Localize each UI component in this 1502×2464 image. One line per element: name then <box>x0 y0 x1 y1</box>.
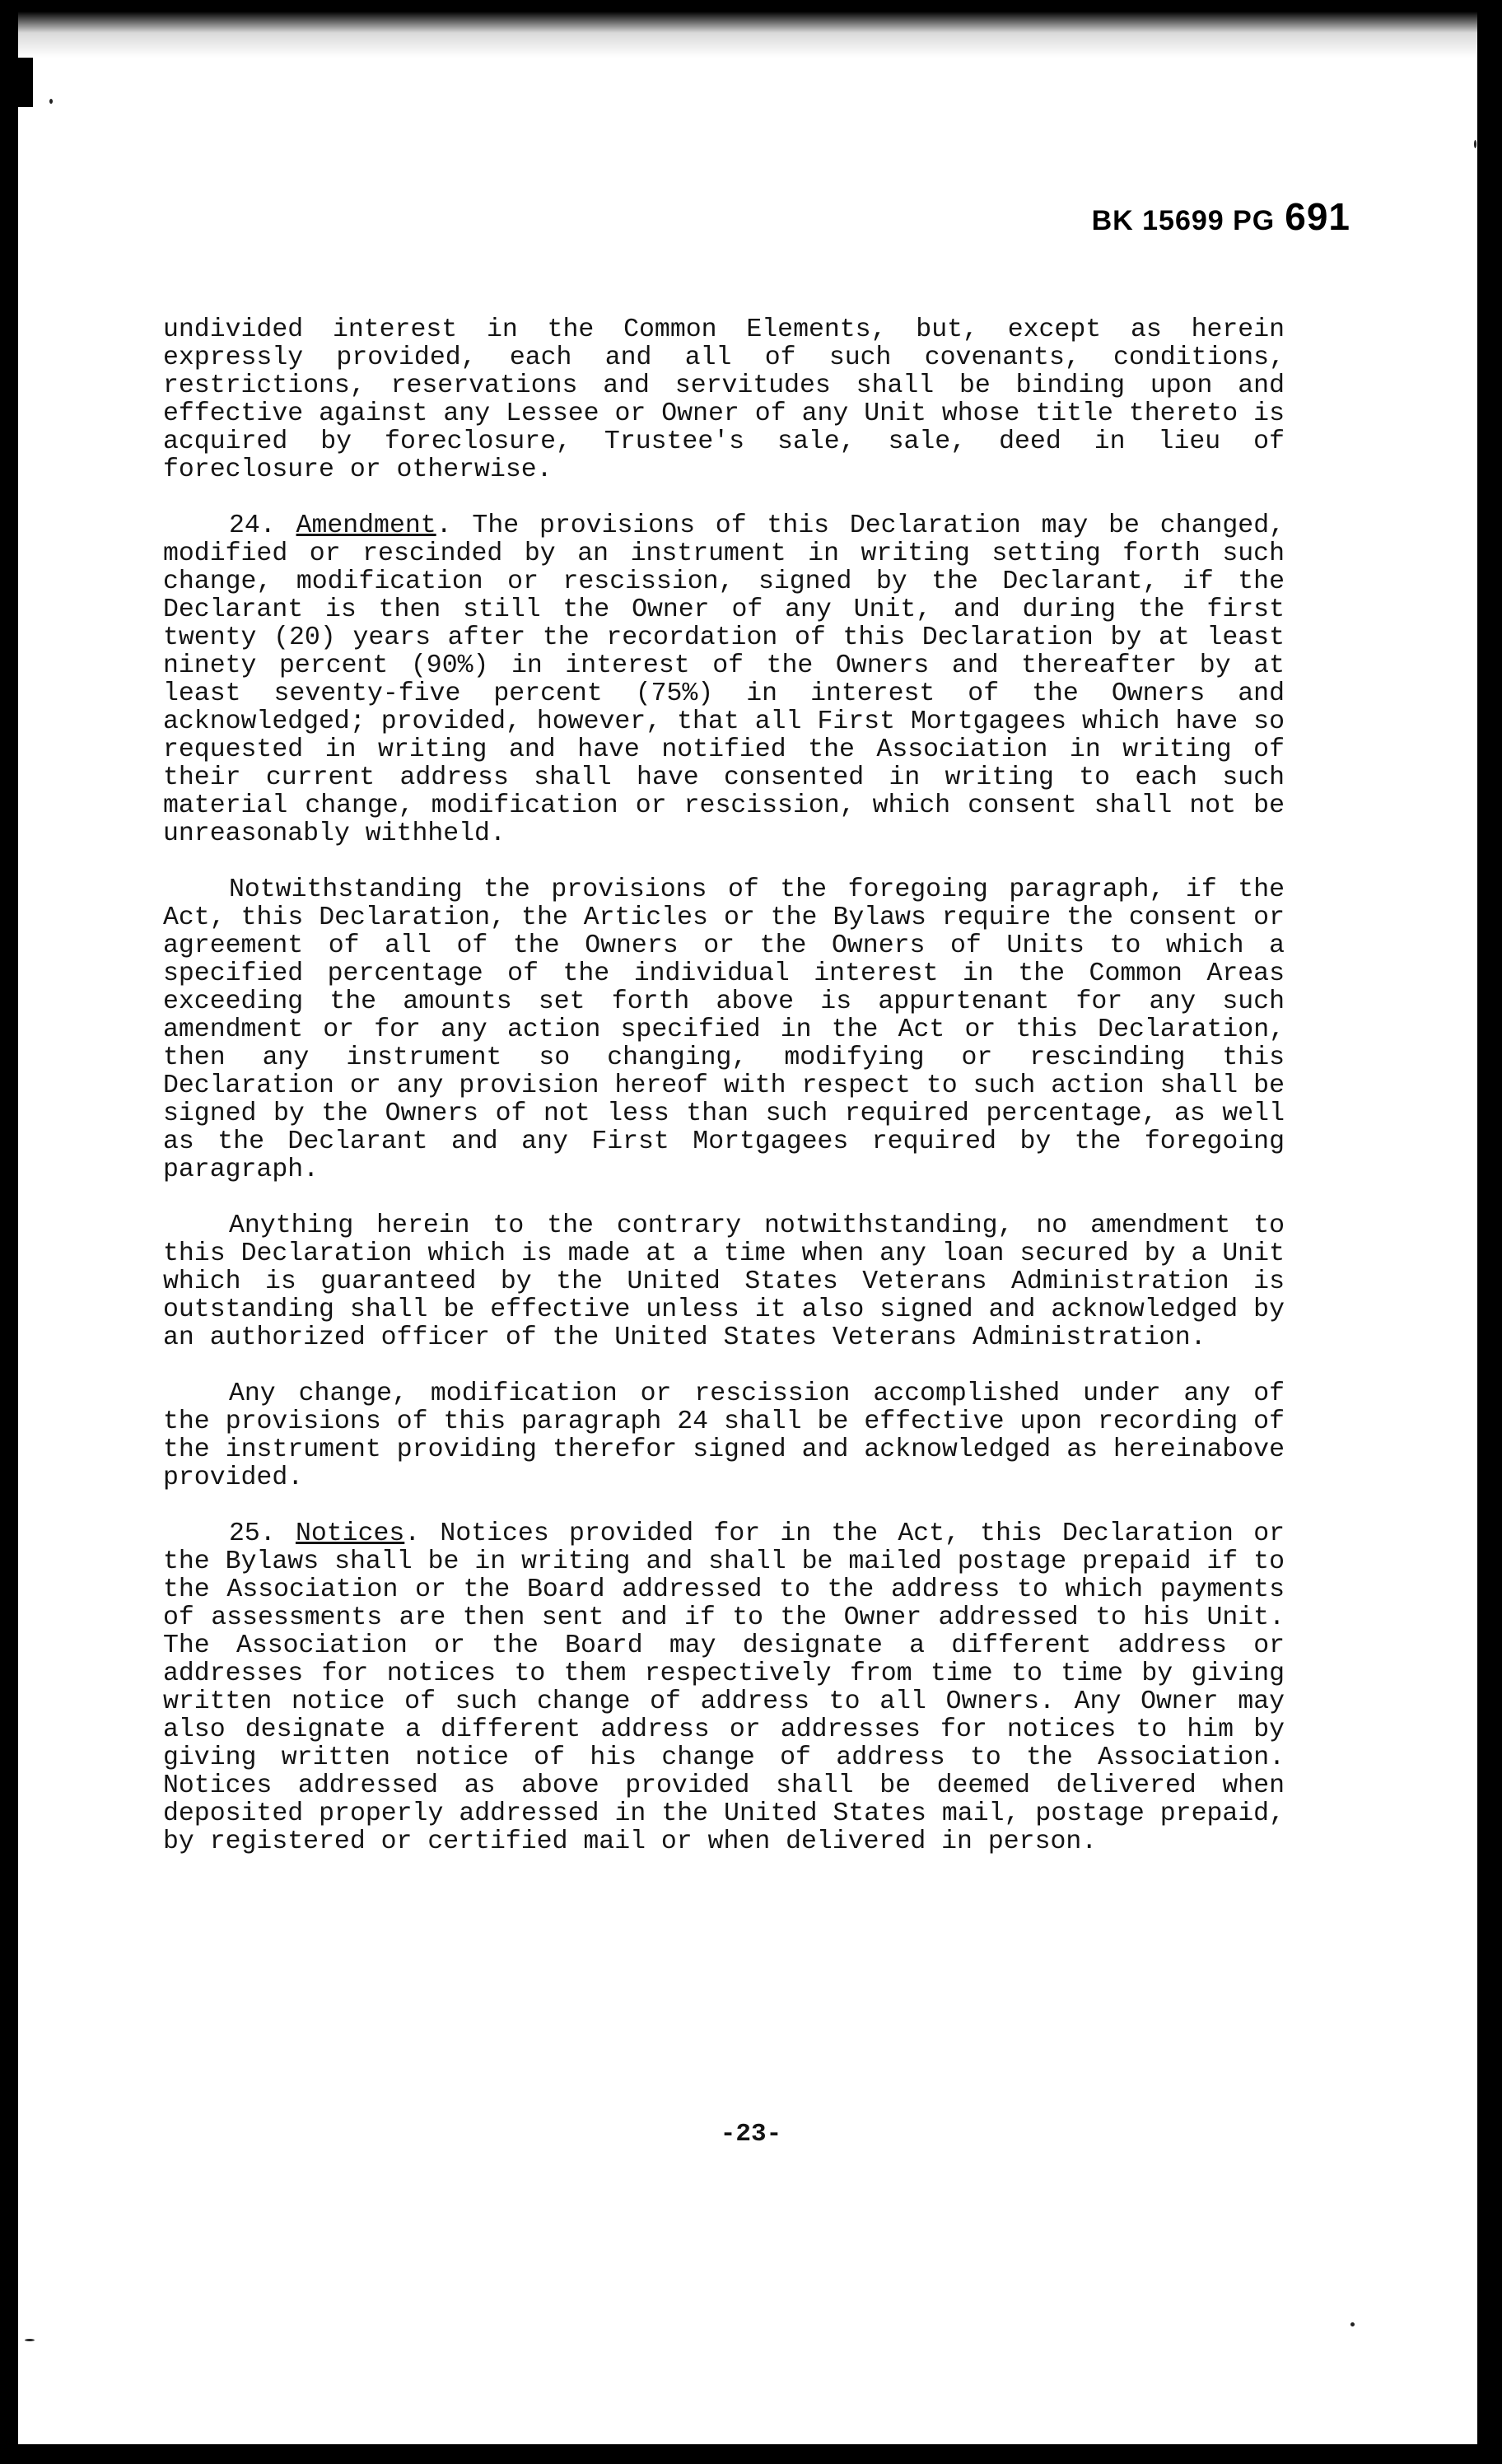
scan-bottom-edge <box>0 2444 1502 2464</box>
scan-speck <box>1350 2322 1355 2326</box>
section-heading: Notices <box>295 1519 405 1548</box>
paragraph-continued: undivided interest in the Common Elements, but, except as herein expressly provided, each and all of such covenants, conditions, restrictions, reservations and servitudes shall be binding upon and effective against any Lessee or Owner of any Unit whose title thereto is acquired by foreclosure, Trustee's sale, sale, deed in lieu of foreclosure or otherwise. <box>163 315 1285 484</box>
page-reference: 691 <box>1285 195 1350 238</box>
scan-top-edge <box>0 0 1502 58</box>
page-number: -23- <box>720 2120 782 2149</box>
scan-speck <box>25 2339 35 2341</box>
section-text: The provisions of this Declaration may be changed, modified or rescinded by an instrument in writing setting forth such change, modification or rescission, signed by the Declarant, if the Declarant is then still the Owner of any Unit, and during the first twenty (20) years after the recordation of this Declaration by at least ninety percent (90%) in interest of the Owners and thereafter by at least seventy-five percent (75%) in interest of the Owners and acknowledged; provided, however, that all First Mortgagees which have so requested in writing and have notified the Association in writing of their current address shall have consented in writing to each such material change, modification or rescission, which consent shall not be unreasonably withheld. <box>163 511 1285 848</box>
scan-speck <box>49 99 53 104</box>
section-25-notices: 25. Notices. Notices provided for in the Act, this Declaration or the Bylaws shall be in writing and shall be mailed postage prepaid if to the Association or the Board addressed to the address to which payments of assessments are then sent and if to the Owner addressed to his Unit. The Association or the Board may designate a different address or addresses for notices to them respectively from time to time by giving written notice of such change of address to all Owners. Any Owner may also designate a different address or addresses for notices to him by giving written notice of his change of address to the Association. Notices addressed as above provided shall be deemed delivered when deposited properly addressed in the United States mail, postage prepaid, by registered or certified mail or when delivered in person. <box>163 1519 1285 1856</box>
paragraph-any-change: Any change, modification or rescission accomplished under any of the provisions of this paragraph 24 shall be effective upon recording of the instrument providing therefor signed and acknowledged as hereinabove provided. <box>163 1379 1285 1492</box>
section-heading: Amendment <box>296 511 436 540</box>
section-number: 24. <box>229 511 276 540</box>
book-reference: BK 15699 PG <box>1091 205 1276 236</box>
section-text: Notices provided for in the Act, this Declaration or the Bylaws shall be in writing and shall be mailed postage prepaid if to the Association or the Board addressed to the address to which payments of assessments are then sent and if to the Owner addressed to his Unit. The Association or the Board may designate a different address or addresses for notices to them respectively from time to time by giving written notice of such change of address to all Owners. Any Owner may also designate a different address or addresses for notices to him by giving written notice of his change of address to the Association. Notices addressed as above provided shall be deemed delivered when deposited properly addressed in the United States mail, postage prepaid, by registered or certified mail or when delivered in person. <box>163 1519 1285 1856</box>
document-body <box>163 316 1285 1884</box>
section-24-amendment: 24. Amendment. The provisions of this Declaration may be changed, modified or rescinded by an instrument in writing setting forth such change, modification or rescission, signed by the Declarant, if the Declarant is then still the Owner of any Unit, and during the first twenty (20) years after the recordation of this Declaration by at least ninety percent (90%) in interest of the Owners and thereafter by at least seventy-five percent (75%) in interest of the Owners and acknowledged; provided, however, that all First Mortgagees which have so requested in writing and have notified the Association in writing of their current address shall have consented in writing to each such material change, modification or rescission, which consent shall not be unreasonably withheld. <box>163 511 1285 848</box>
scan-left-border <box>0 0 18 2464</box>
scan-left-notch <box>0 58 33 107</box>
book-page-reference <box>1021 194 1350 244</box>
section-number: 25. <box>229 1519 276 1548</box>
scan-right-border <box>1477 0 1502 2464</box>
paragraph-notwithstanding: Notwithstanding the provisions of the foregoing paragraph, if the Act, this Declaration, the Articles or the Bylaws require the consent or agreement of all of the Owners or the Owners of Units to which a specified percentage of the individual interest in the Common Areas exceeding the amounts set forth above is appurtenant for any such amendment or for any action specified in the Act or this Declaration, then any instrument so changing, modifying or rescinding this Declaration or any provision hereof with respect to such action shall be signed by the Owners of not less than such required percentage, as well as the Declarant and any First Mortgagees required by the foregoing paragraph. <box>163 875 1285 1184</box>
scan-speck <box>1474 140 1476 148</box>
paragraph-anything-herein: Anything herein to the contrary notwithstanding, no amendment to this Declaration which is made at a time when any loan secured by a Unit which is guaranteed by the United States Veterans Administration is outstanding shall be effective unless it also signed and acknowledged by an authorized officer of the United States Veterans Administration. <box>163 1211 1285 1352</box>
